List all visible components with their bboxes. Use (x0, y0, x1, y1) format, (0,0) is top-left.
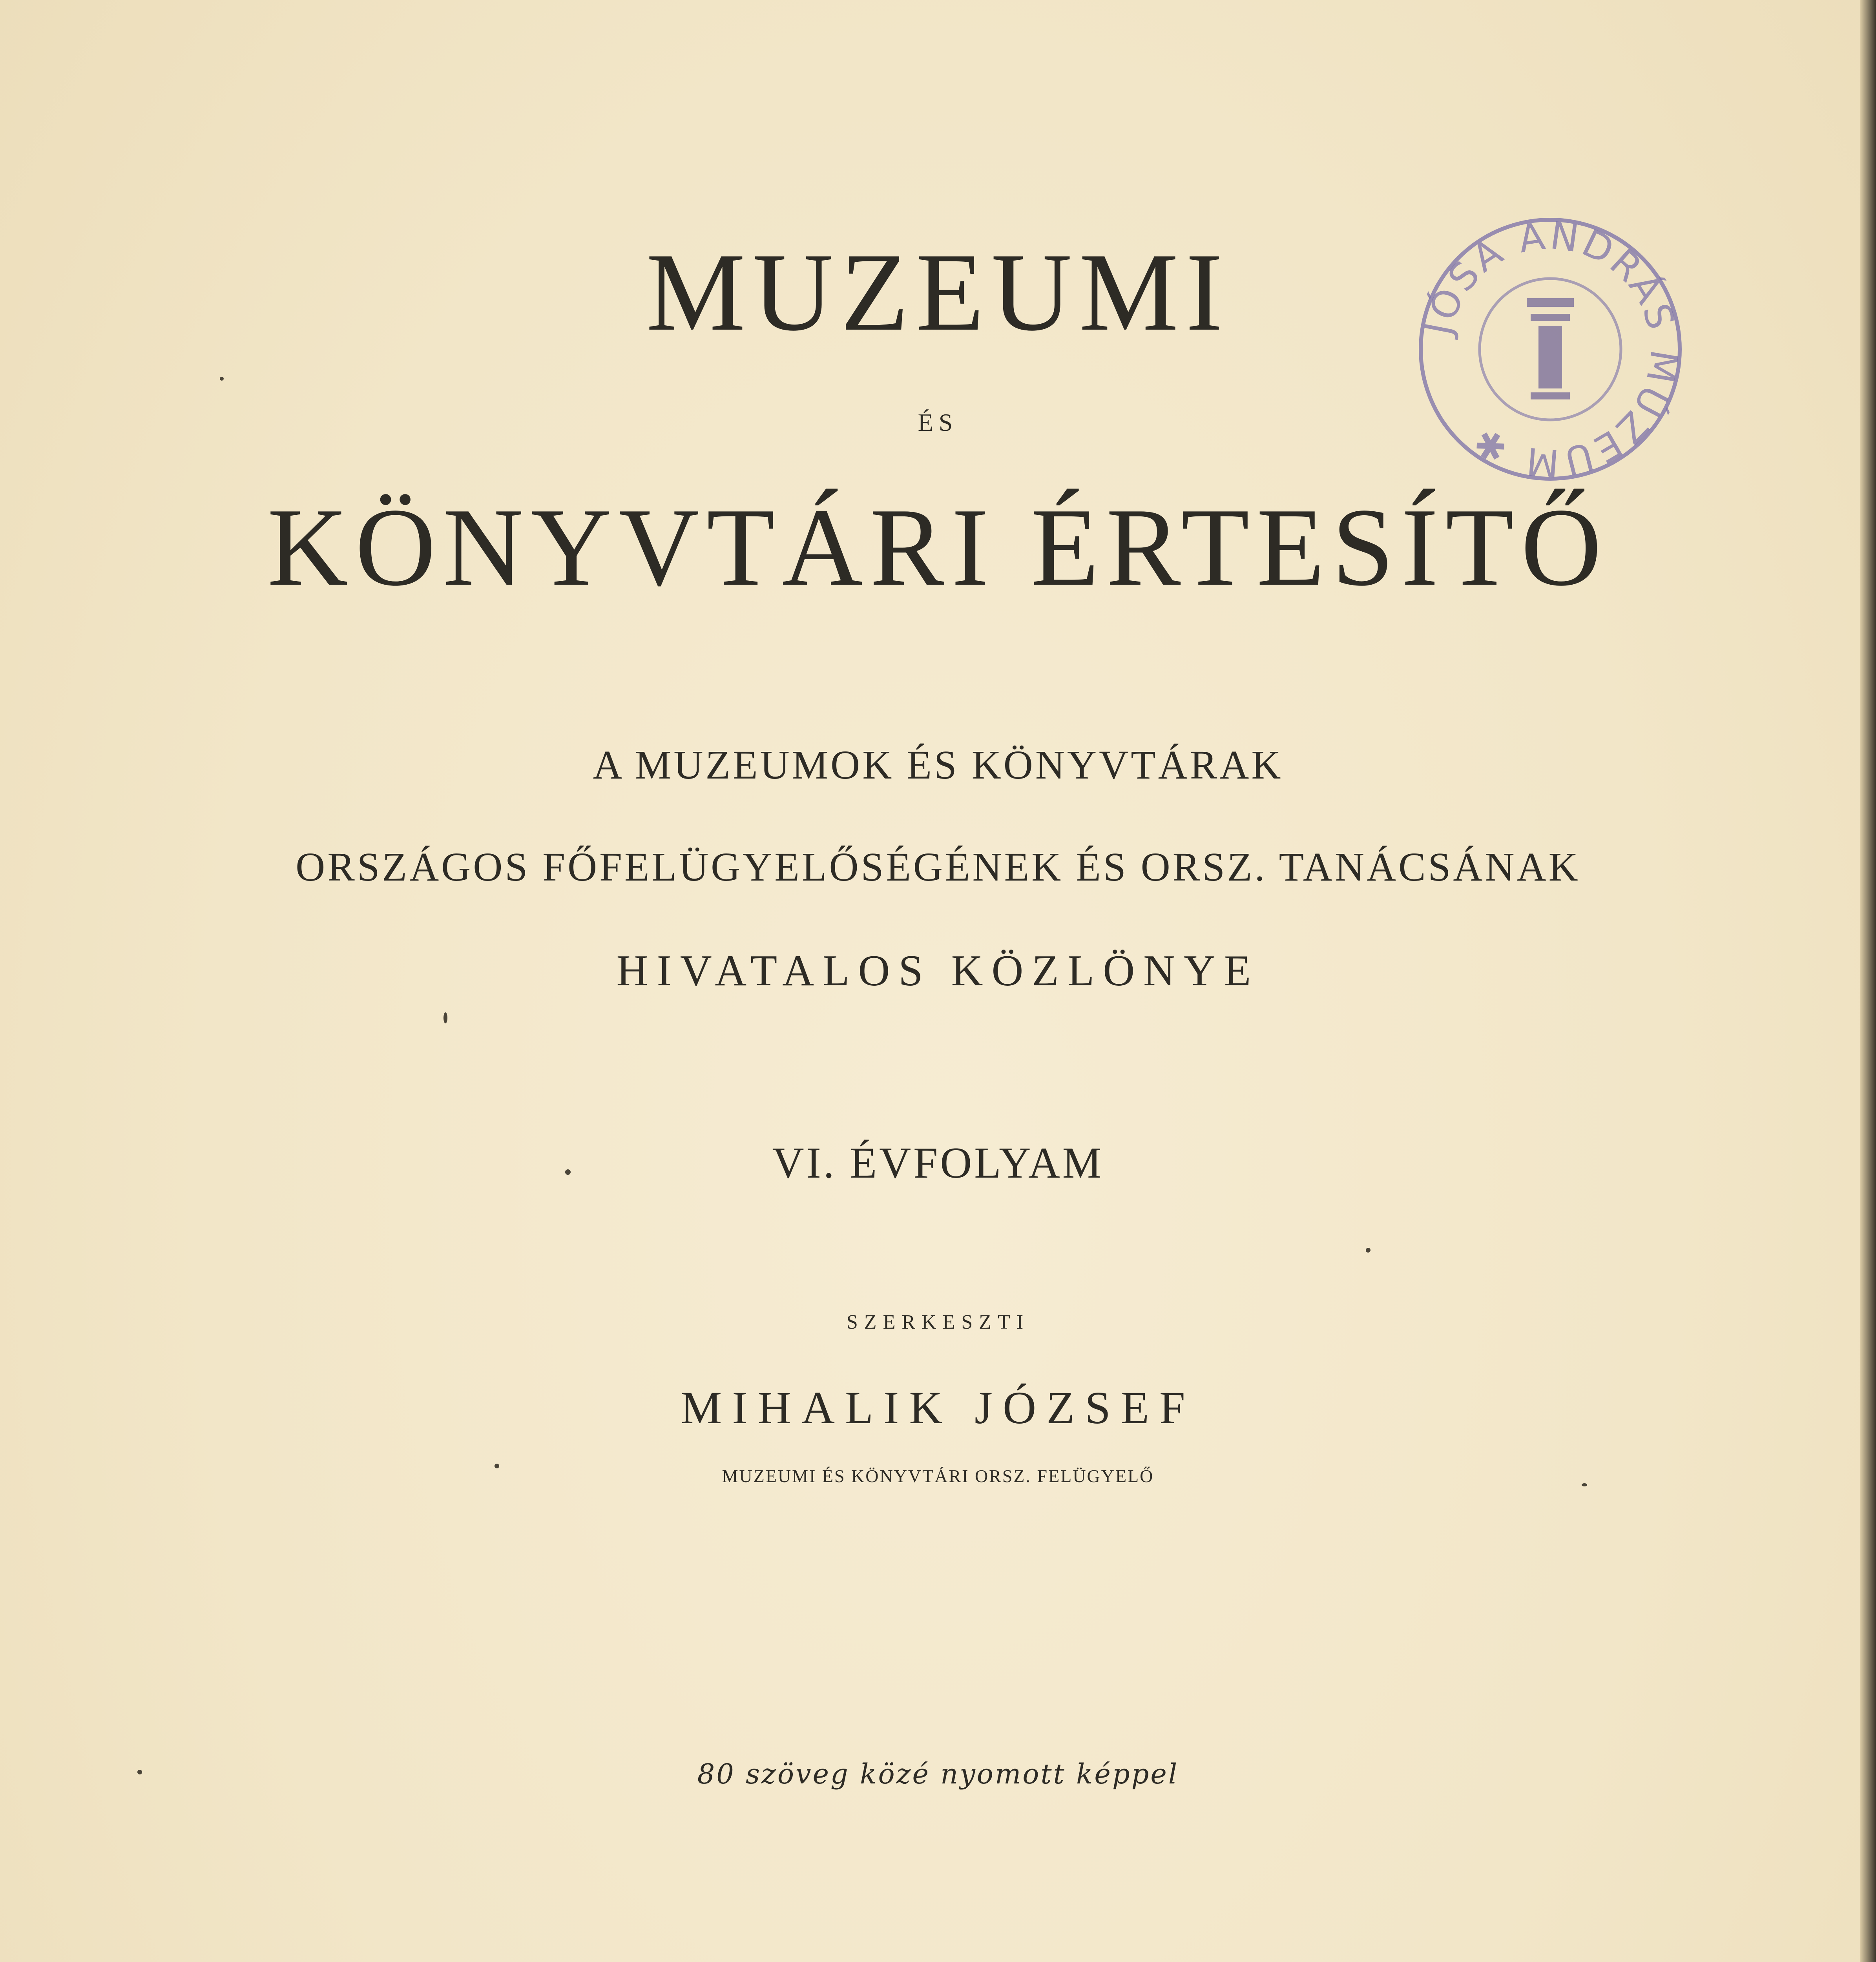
editor-intro: SZERKESZTI (846, 1311, 1030, 1333)
title-connector: ÉS (918, 408, 958, 436)
paper-speck (443, 1012, 447, 1023)
volume-label: VI. ÉVFOLYAM (772, 1139, 1104, 1187)
paper-speck (565, 1169, 571, 1175)
subtitle-line-1: A MUZEUMOK ÉS KÖNYVTÁRAK (593, 742, 1283, 788)
subtitle-line-2: ORSZÁGOS FŐFELÜGYELŐSÉGÉNEK ÉS ORSZ. TANÁCSÁNAK (296, 844, 1580, 890)
editor-role: MUZEUMI ÉS KÖNYVTÁRI ORSZ. FELÜGYELŐ (722, 1466, 1154, 1486)
subtitle-line-3: HIVATALOS KÖZLÖNYE (616, 946, 1260, 995)
paper-speck (495, 1464, 499, 1468)
illustrations-note: 80 szöveg közé nyomott képpel (697, 1758, 1179, 1790)
paper-speck (1366, 1248, 1371, 1253)
paper-speck (1582, 1483, 1587, 1486)
title-line-2: KÖNYVTÁRI ÉRTESÍTŐ (267, 485, 1609, 609)
editor-name: MIHALIK JÓZSEF (681, 1382, 1195, 1433)
paper-speck (220, 377, 224, 381)
page-edge-shadow (1860, 0, 1876, 1962)
paper-speck (137, 1770, 142, 1774)
title-line-1: MUZEUMI (646, 230, 1230, 354)
svg-text:JÓSA ANDRÁS MÚZEUM ✱: JÓSA ANDRÁS MÚZEUM ✱ (1416, 213, 1686, 485)
library-stamp (1409, 208, 1692, 491)
